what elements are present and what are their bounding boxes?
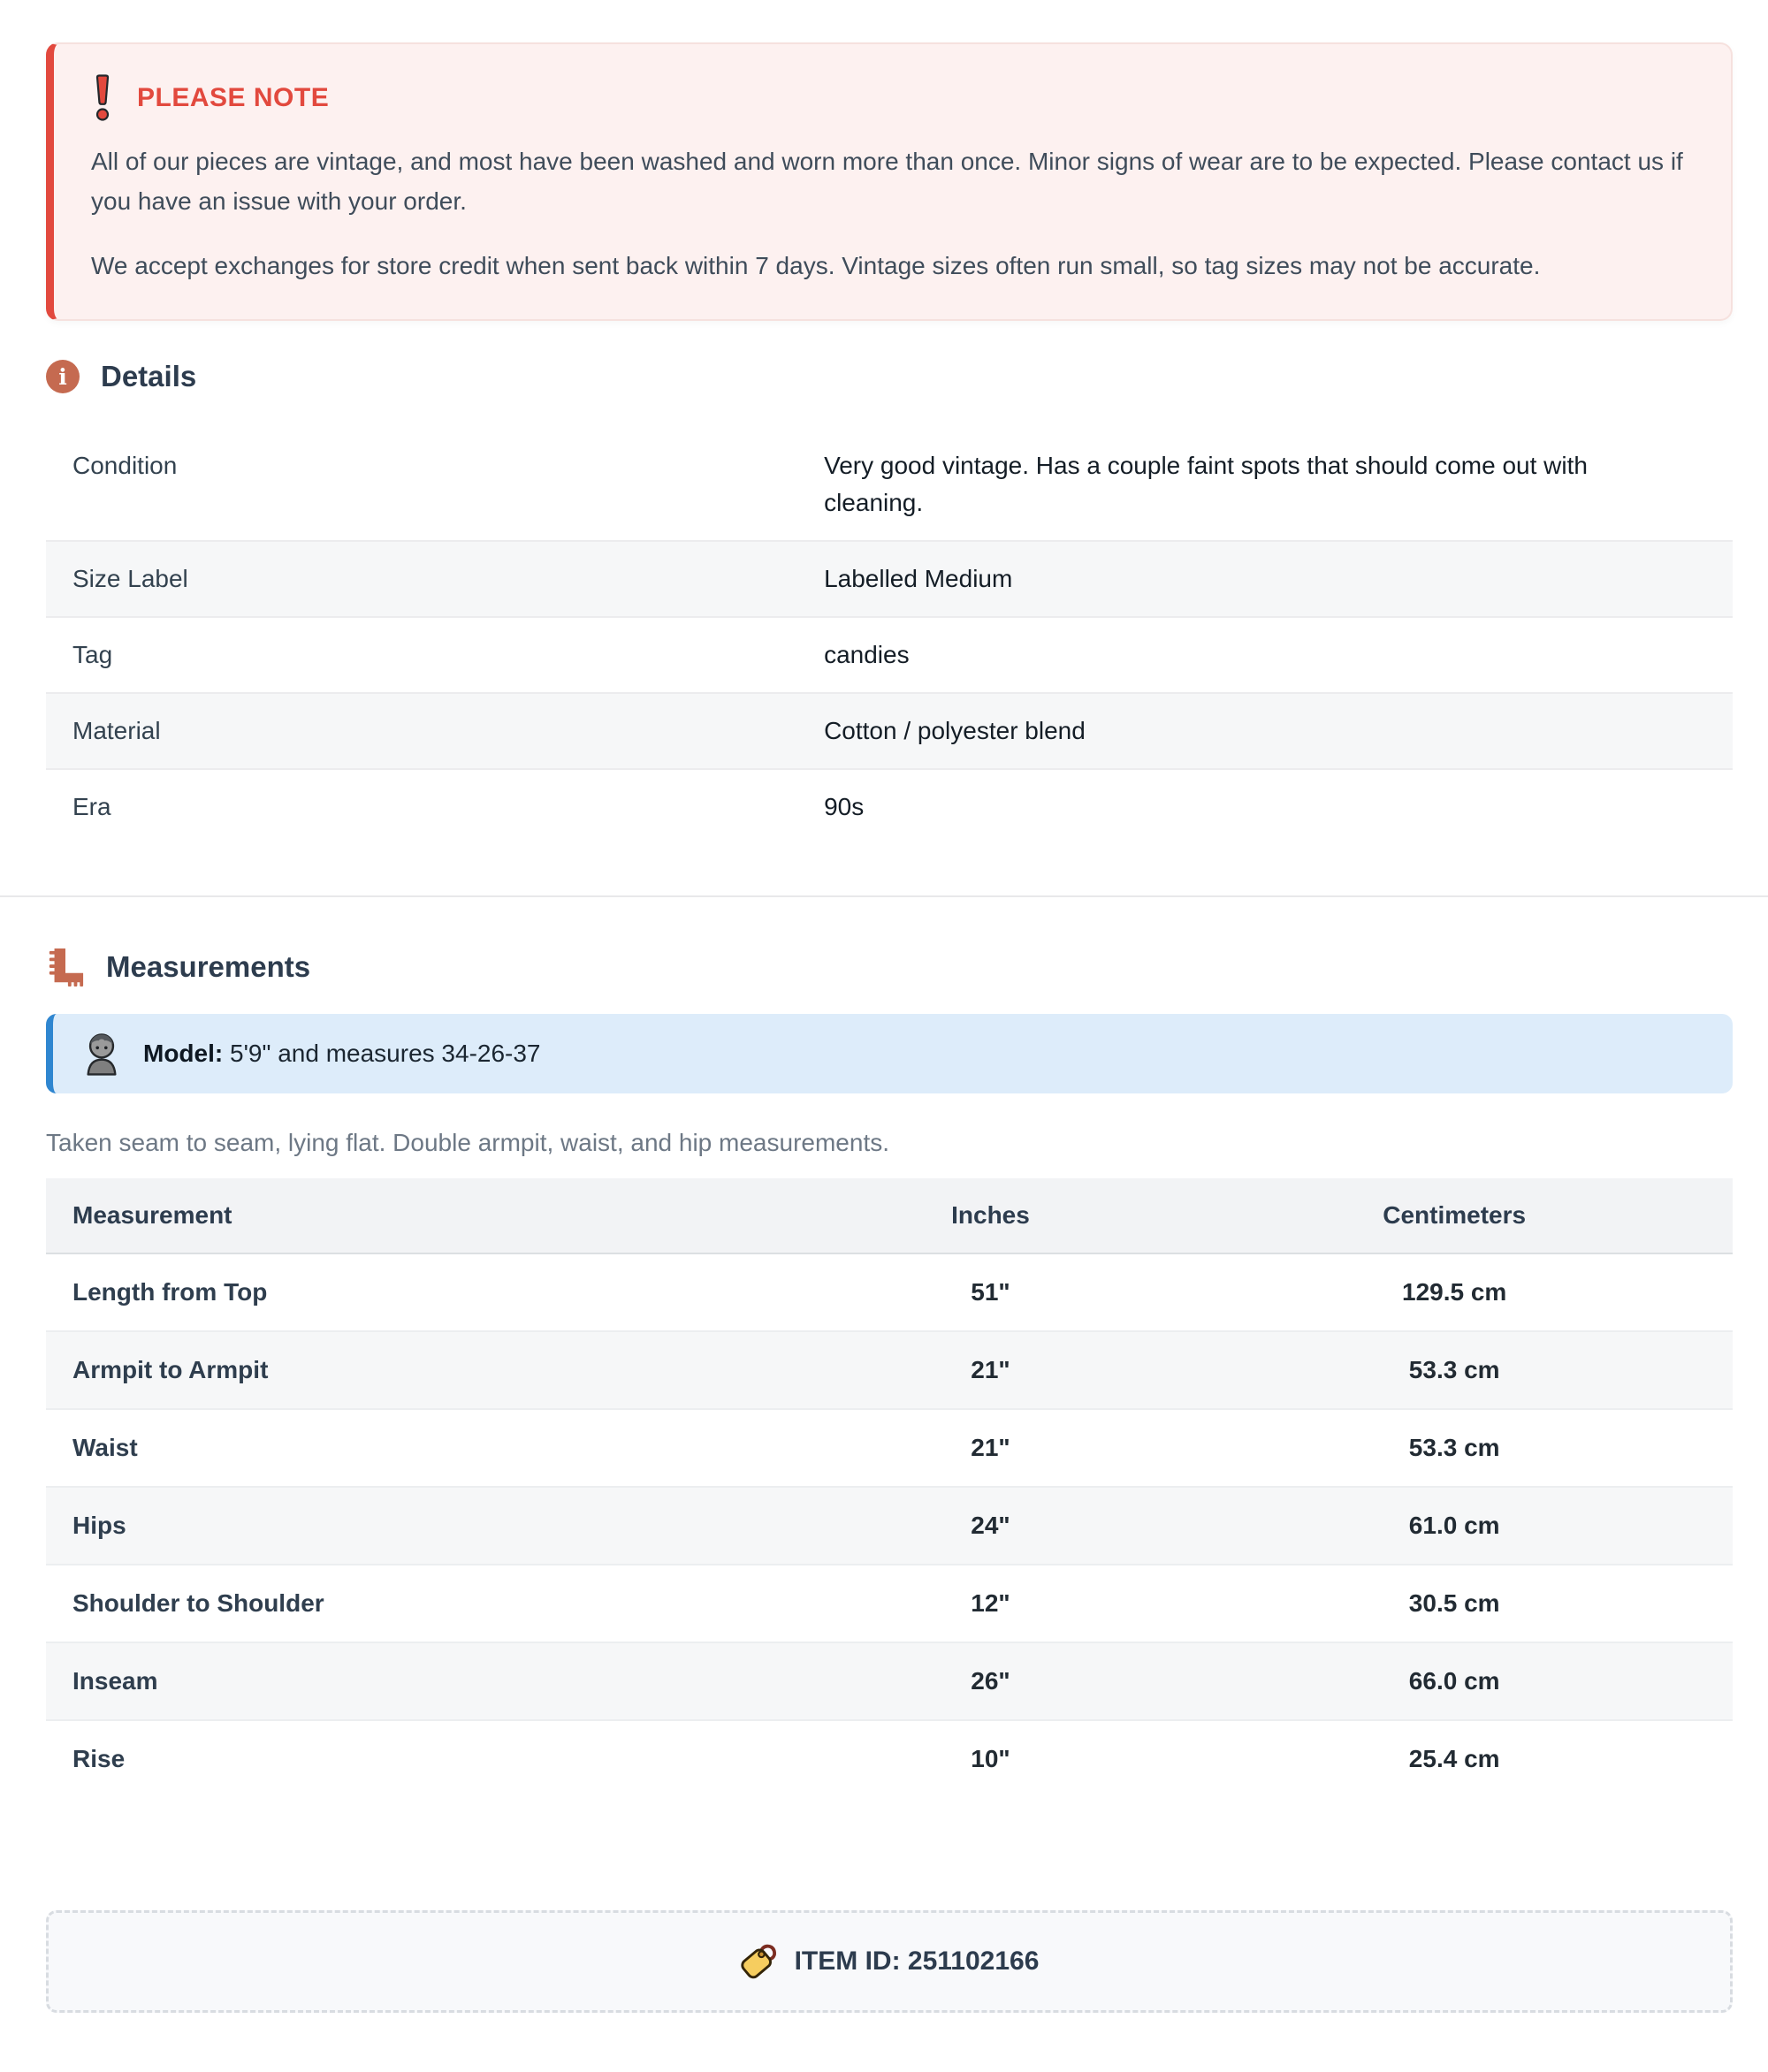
detail-value: Labelled Medium (824, 565, 1013, 592)
measurement-inches: 10" (971, 1745, 1010, 1772)
measurements-section-header (46, 947, 1733, 987)
details-section-header (46, 360, 1733, 393)
measurements-section (46, 947, 1733, 1797)
measurement-centimeters: 30.5 cm (1408, 1589, 1500, 1617)
details-section (46, 360, 1733, 844)
measurement-row (46, 1254, 1733, 1332)
details-title: Details (101, 360, 197, 392)
details-row (46, 770, 1733, 844)
measurement-label: Inseam (72, 1667, 158, 1695)
measurement-inches: 21" (971, 1356, 1010, 1383)
alert-title: PLEASE NOTE (137, 83, 330, 112)
measurement-inches: 26" (971, 1667, 1010, 1695)
details-row (46, 540, 1733, 618)
alert-paragraph-1: All of our pieces are vintage, and most have been washed and worn more than once. Minor signs of wear are to be expected. Please contact us if you have an issue with your order. (91, 148, 1683, 215)
measurements-table-body (46, 1254, 1733, 1797)
alert-header (91, 74, 1692, 122)
detail-label: Size Label (72, 565, 188, 592)
measurements-title: Measurements (106, 950, 311, 983)
detail-label: Material (72, 717, 161, 744)
please-note-alert (46, 42, 1733, 321)
measurement-label: Shoulder to Shoulder (72, 1589, 324, 1617)
measurement-centimeters: 53.3 cm (1408, 1434, 1500, 1461)
measurement-row (46, 1410, 1733, 1488)
measurement-centimeters: 53.3 cm (1408, 1356, 1500, 1383)
info-icon: i (46, 360, 80, 393)
detail-value: 90s (824, 793, 865, 820)
ruler-icon (46, 947, 85, 987)
measurement-row (46, 1721, 1733, 1797)
model-text: 5'9" and measures 34-26-37 (230, 1040, 541, 1067)
measurement-label: Length from Top (72, 1278, 268, 1306)
measurement-label: Rise (72, 1745, 126, 1772)
measurement-inches: 12" (971, 1589, 1010, 1617)
detail-value: Very good vintage. Has a couple faint spots that should come out with cleaning. (824, 452, 1588, 516)
detail-label: Tag (72, 641, 113, 668)
details-row (46, 692, 1733, 770)
item-id-text: ITEM ID: 251102166 (794, 1946, 1040, 1976)
measurement-centimeters: 66.0 cm (1408, 1667, 1500, 1695)
column-header-inches: Inches (951, 1201, 1030, 1229)
measurement-row (46, 1332, 1733, 1410)
measurement-centimeters: 129.5 cm (1402, 1278, 1507, 1306)
measurement-inches: 24" (971, 1512, 1010, 1539)
measurement-row (46, 1488, 1733, 1565)
person-bust-icon (81, 1032, 122, 1076)
measurements-table (46, 1178, 1733, 1797)
detail-value: Cotton / polyester blend (824, 717, 1086, 744)
detail-value: candies (824, 641, 910, 668)
model-note (143, 1036, 541, 1071)
column-header-measurement: Measurement (72, 1201, 232, 1229)
detail-label: Era (72, 793, 111, 820)
item-id-box (46, 1910, 1733, 2013)
measurement-centimeters: 61.0 cm (1408, 1512, 1500, 1539)
detail-label: Condition (72, 452, 178, 479)
alert-paragraph-2: We accept exchanges for store credit when sent back within 7 days. Vintage sizes often run small, so tag sizes may not be accurate. (91, 252, 1541, 279)
model-label: Model: (143, 1040, 224, 1067)
measurement-row (46, 1643, 1733, 1721)
measurement-row (46, 1565, 1733, 1643)
measurement-label: Armpit to Armpit (72, 1356, 269, 1383)
measurement-centimeters: 25.4 cm (1408, 1745, 1500, 1772)
measurement-label: Waist (72, 1434, 138, 1461)
measurements-table-header (46, 1178, 1733, 1254)
measurement-method-note: Taken seam to seam, lying flat. Double armpit, waist, and hip measurements. (46, 1129, 889, 1156)
tag-icon (740, 1941, 779, 1982)
measurement-label: Hips (72, 1512, 126, 1539)
details-table (46, 429, 1733, 844)
measurement-inches: 21" (971, 1434, 1010, 1461)
measurement-inches: 51" (971, 1278, 1010, 1306)
details-row (46, 618, 1733, 692)
model-info-box (46, 1014, 1733, 1093)
column-header-centimeters: Centimeters (1383, 1201, 1527, 1229)
exclamation-icon (91, 74, 114, 122)
section-divider (0, 895, 1768, 897)
details-row (46, 429, 1733, 540)
